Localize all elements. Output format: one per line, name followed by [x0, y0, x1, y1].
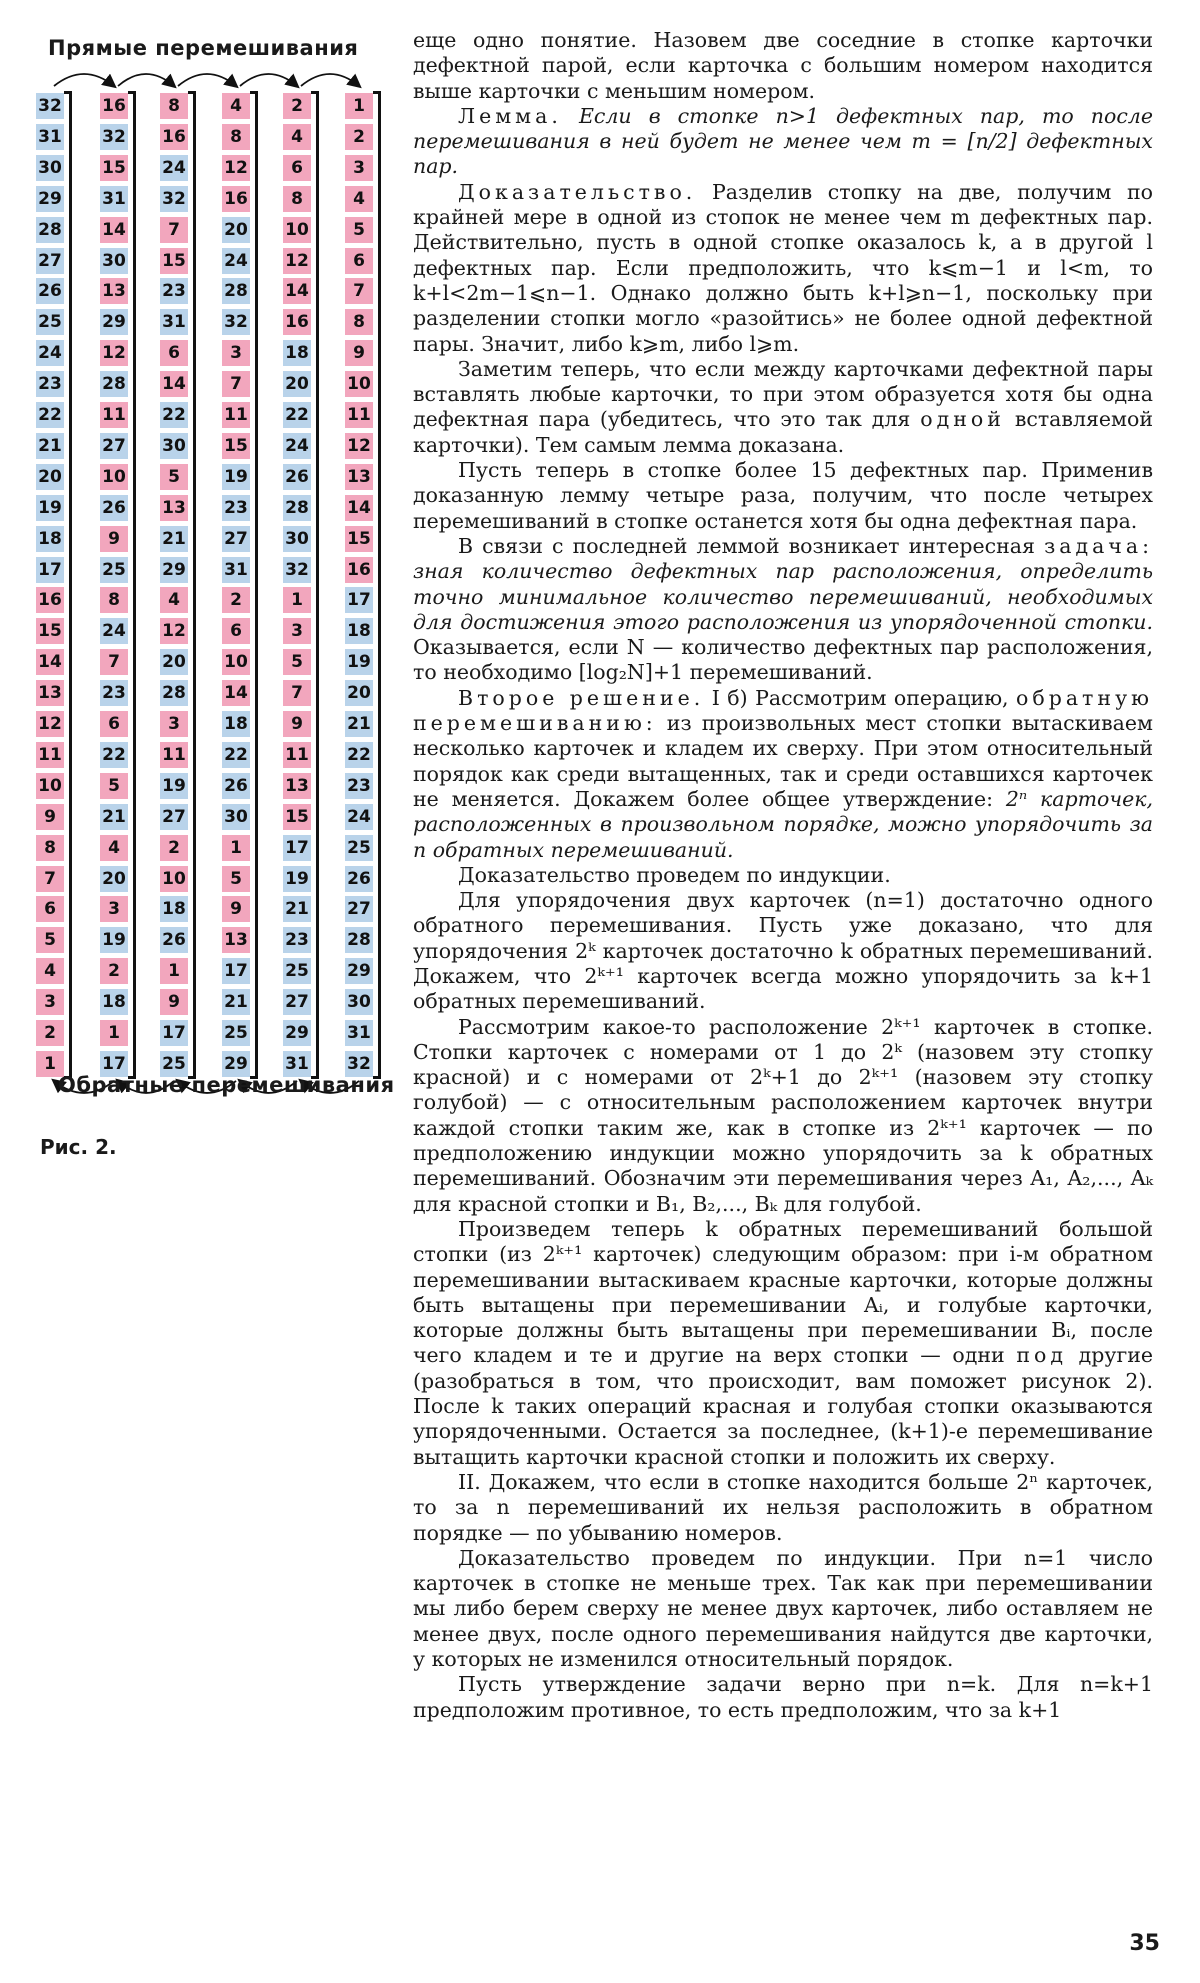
card: 25	[283, 958, 311, 984]
column-bracket	[250, 91, 258, 1079]
card: 23	[36, 371, 64, 397]
card: 21	[160, 526, 188, 552]
card: 21	[283, 896, 311, 922]
card: 4	[345, 186, 373, 212]
card: 10	[100, 464, 128, 490]
card: 23	[345, 773, 373, 799]
card: 32	[160, 186, 188, 212]
paragraph-intro: еще одно понятие. Назовем две соседние в стопке карточки дефектной парой, если карточка с большим номером находится выше карточки с меньшим номером.	[413, 28, 1153, 103]
card: 21	[100, 804, 128, 830]
card: 19	[345, 649, 373, 675]
card: 2	[283, 93, 311, 119]
card: 1	[160, 958, 188, 984]
card: 13	[283, 773, 311, 799]
card: 29	[283, 1020, 311, 1046]
card: 32	[283, 557, 311, 583]
card: 29	[160, 557, 188, 583]
card: 10	[345, 371, 373, 397]
card: 19	[222, 464, 250, 490]
card: 21	[345, 711, 373, 737]
card: 30	[36, 155, 64, 181]
card: 23	[283, 927, 311, 953]
paragraph-induction: Доказательство проведем по индукции.	[458, 862, 891, 887]
card: 5	[222, 866, 250, 892]
card: 8	[283, 186, 311, 212]
article-text	[413, 28, 1153, 1723]
card: 24	[36, 340, 64, 366]
card: 1	[283, 587, 311, 613]
card: 3	[160, 711, 188, 737]
card: 12	[283, 248, 311, 274]
card: 14	[100, 217, 128, 243]
card: 32	[345, 1051, 373, 1077]
card: 18	[345, 618, 373, 644]
card: 19	[160, 773, 188, 799]
card: 16	[36, 587, 64, 613]
card: 24	[222, 248, 250, 274]
card: 11	[100, 402, 128, 428]
card: 2	[222, 587, 250, 613]
card: 30	[345, 989, 373, 1015]
card: 6	[100, 711, 128, 737]
card: 30	[222, 804, 250, 830]
card: 10	[222, 649, 250, 675]
card: 3	[283, 618, 311, 644]
card: 32	[222, 309, 250, 335]
card: 26	[283, 464, 311, 490]
card: 4	[222, 93, 250, 119]
card: 9	[222, 896, 250, 922]
column-bracket	[64, 91, 72, 1079]
figure-title-bottom: Обратные перемешивания	[58, 1073, 395, 1097]
column-bracket	[128, 91, 136, 1079]
card: 2	[345, 124, 373, 150]
column-bracket	[311, 91, 319, 1079]
card: 12	[160, 618, 188, 644]
card: 18	[36, 526, 64, 552]
card: 5	[36, 927, 64, 953]
card: 16	[160, 124, 188, 150]
card: 1	[345, 93, 373, 119]
card: 5	[345, 217, 373, 243]
forward-shuffle-arrow	[178, 74, 236, 86]
card: 1	[100, 1020, 128, 1046]
card: 24	[100, 618, 128, 644]
paragraph-red-blue: Рассмотрим какое-то расположение 2ᵏ⁺¹ карточек в стопке. Стопки карточек с номерами от 1 до 2ᵏ (назовем эту стопку красной) и с номерами от 2ᵏ+1 до 2ᵏ⁺¹ (назовем эту стопку голубой) — с относительным расположением карточек внутри каждой стопки таким же, как в стопке из 2ᵏ⁺¹ карточек — по предположению индукции можно упорядочить за k обратных перемешиваний. Обозначим эти перемешивания через A₁, A₂,..., Aₖ для красной стопки и B₁, B₂,..., Bₖ для голубой.	[413, 1014, 1153, 1216]
card: 29	[222, 1051, 250, 1077]
card: 31	[100, 186, 128, 212]
card: 28	[222, 278, 250, 304]
card: 16	[100, 93, 128, 119]
card: 32	[36, 93, 64, 119]
card: 12	[36, 711, 64, 737]
card: 15	[36, 618, 64, 644]
card: 6	[345, 248, 373, 274]
card: 8	[100, 587, 128, 613]
card: 4	[36, 958, 64, 984]
card: 14	[36, 649, 64, 675]
card: 17	[345, 587, 373, 613]
card: 25	[160, 1051, 188, 1077]
card: 30	[160, 433, 188, 459]
card: 15	[222, 433, 250, 459]
card: 4	[160, 587, 188, 613]
card: 10	[283, 217, 311, 243]
card: 18	[222, 711, 250, 737]
card: 24	[160, 155, 188, 181]
paragraph-part-two: II. Докажем, что если в стопке находится больше 2ⁿ карточек, то за n перемешиваний их нельзя расположить в обратном порядке — по убыванию номеров.	[413, 1469, 1153, 1545]
card: 9	[36, 804, 64, 830]
card: 31	[345, 1020, 373, 1046]
card: 17	[222, 958, 250, 984]
card: 17	[160, 1020, 188, 1046]
card: 6	[283, 155, 311, 181]
card: 24	[345, 804, 373, 830]
figure-caption: Рис. 2.	[40, 1135, 117, 1159]
card: 26	[222, 773, 250, 799]
card: 31	[36, 124, 64, 150]
card: 26	[100, 495, 128, 521]
card: 13	[345, 464, 373, 490]
card: 19	[100, 927, 128, 953]
card: 27	[283, 989, 311, 1015]
card: 15	[160, 248, 188, 274]
card: 14	[283, 278, 311, 304]
card: 2	[100, 958, 128, 984]
card: 11	[222, 402, 250, 428]
card: 23	[100, 680, 128, 706]
card: 14	[345, 495, 373, 521]
card: 22	[345, 742, 373, 768]
card: 22	[283, 402, 311, 428]
card: 11	[36, 742, 64, 768]
shuffle-figure	[0, 0, 400, 1983]
paragraph-proof: Доказательство. Разделив стопку на две, получим по крайней мере в одной из стопок не менее чем m дефектных пар. Действительно, пусть в одной стопке оказалось k, а в другой l дефектных пар. Если предположить, что k⩽m−1 и l<m, то k+l<2m−1⩽n−1. Однако должно быть k+l⩾n−1, поскольку при разделении стопки могло «разойтись» не более одной дефектной пары. Значит, либо k⩾m, либо l⩾m.	[413, 179, 1153, 356]
forward-shuffle-arrow	[240, 74, 297, 86]
card: 25	[100, 557, 128, 583]
card: 21	[222, 989, 250, 1015]
card: 4	[283, 124, 311, 150]
card: 32	[100, 124, 128, 150]
card: 12	[100, 340, 128, 366]
card: 28	[36, 217, 64, 243]
card: 4	[100, 835, 128, 861]
card: 2	[160, 835, 188, 861]
card: 27	[222, 526, 250, 552]
card: 19	[36, 495, 64, 521]
card: 21	[36, 433, 64, 459]
card: 3	[100, 896, 128, 922]
card: 6	[36, 896, 64, 922]
card: 5	[100, 773, 128, 799]
card: 28	[100, 371, 128, 397]
card: 11	[283, 742, 311, 768]
card: 9	[100, 526, 128, 552]
card: 6	[160, 340, 188, 366]
card: 31	[160, 309, 188, 335]
card: 13	[160, 495, 188, 521]
card: 24	[283, 433, 311, 459]
card: 14	[160, 371, 188, 397]
card: 28	[283, 495, 311, 521]
card: 28	[160, 680, 188, 706]
card: 18	[283, 340, 311, 366]
paragraph-lemma: Лемма. Если в стопке n>1 дефектных пар, то после перемешивания в ней будет не менее чем m = [n/2] дефектных пар.	[413, 103, 1153, 179]
card: 7	[283, 680, 311, 706]
paragraph-second-solution: Второе решение. I б) Рассмотрим операцию, обратную перемешиванию: из произвольных мест стопки вытаскиваем несколько карточек и кладем их сверху. При этом относительный порядок как среди вытащенных, так и среди оставшихся карточек не меняется. Докажем более общее утверждение: 2ⁿ карточек, расположенных в произвольном порядке, можно упорядочить за n обратных перемешиваний.	[413, 685, 1153, 862]
card: 8	[345, 309, 373, 335]
card: 20	[36, 464, 64, 490]
card: 10	[160, 866, 188, 892]
paragraph-base: Для упорядочения двух карточек (n=1) достаточно одного обратного перемешивания. Пусть уже доказано, что для упорядочения 2ᵏ карточек достаточно k обратных перемешиваний. Докажем, что 2ᵏ⁺¹ карточек всегда можно упорядочить за k+1 обратных перемешиваний.	[413, 888, 1153, 1014]
card: 25	[36, 309, 64, 335]
card: 7	[100, 649, 128, 675]
card: 7	[160, 217, 188, 243]
card: 22	[100, 742, 128, 768]
card: 3	[222, 340, 250, 366]
card: 13	[36, 680, 64, 706]
card: 26	[36, 278, 64, 304]
card: 18	[100, 989, 128, 1015]
card: 17	[100, 1051, 128, 1077]
card: 13	[100, 278, 128, 304]
card: 26	[345, 866, 373, 892]
card: 8	[222, 124, 250, 150]
card: 11	[160, 742, 188, 768]
card: 8	[160, 93, 188, 119]
card: 23	[222, 495, 250, 521]
card: 27	[100, 433, 128, 459]
card: 28	[345, 927, 373, 953]
card: 8	[36, 835, 64, 861]
figure-title-top: Прямые перемешивания	[48, 36, 359, 60]
card: 20	[283, 371, 311, 397]
paragraph-fifteen: Пусть теперь в стопке более 15 дефектных пар. Применив доказанную лемму четыре раза, получим, что после четырех перемешиваний в стопке останется хотя бы одна дефектная пара.	[413, 458, 1153, 533]
card: 6	[222, 618, 250, 644]
card: 20	[345, 680, 373, 706]
card: 20	[222, 217, 250, 243]
card: 9	[283, 711, 311, 737]
card: 31	[283, 1051, 311, 1077]
card: 7	[345, 278, 373, 304]
column-bracket	[188, 91, 196, 1079]
forward-shuffle-arrow	[301, 74, 359, 86]
card: 16	[345, 557, 373, 583]
paragraph-note: Заметим теперь, что если между карточками дефектной пары вставлять любые карточки, то при этом образуется хотя бы одна дефектная пара (убедитесь, что это так для одной вставляемой карточки). Тем самым лемма доказана.	[413, 356, 1153, 457]
card: 7	[36, 866, 64, 892]
card: 20	[100, 866, 128, 892]
card: 27	[345, 896, 373, 922]
card: 17	[283, 835, 311, 861]
card: 29	[36, 186, 64, 212]
card: 16	[222, 186, 250, 212]
card: 3	[36, 989, 64, 1015]
card: 29	[345, 958, 373, 984]
card: 29	[100, 309, 128, 335]
card: 25	[222, 1020, 250, 1046]
paragraph-step: Пусть утверждение задачи верно при n=k. Для n=k+1 предположим противное, то есть предположим, что за k+1	[413, 1672, 1153, 1722]
card: 9	[160, 989, 188, 1015]
card: 11	[345, 402, 373, 428]
card: 14	[222, 680, 250, 706]
card: 18	[160, 896, 188, 922]
card: 27	[36, 248, 64, 274]
card: 13	[222, 927, 250, 953]
forward-shuffle-arrow	[54, 74, 114, 86]
card: 7	[222, 371, 250, 397]
card: 10	[36, 773, 64, 799]
card: 20	[160, 649, 188, 675]
card: 15	[100, 155, 128, 181]
card: 2	[36, 1020, 64, 1046]
card: 22	[222, 742, 250, 768]
card: 27	[160, 804, 188, 830]
card: 17	[36, 557, 64, 583]
card: 12	[345, 433, 373, 459]
paragraph-part-two-proof: Доказательство проведем по индукции. При n=1 число карточек в стопке не меньше трех. Так как при перемешивании мы либо берем сверху не менее двух карточек, либо оставляем не менее двух, после одного перемешивания найдутся две карточки, у которых не изменился относительный порядок.	[413, 1545, 1153, 1671]
card: 15	[345, 526, 373, 552]
card: 15	[283, 804, 311, 830]
card: 25	[345, 835, 373, 861]
card: 1	[222, 835, 250, 861]
card: 9	[345, 340, 373, 366]
column-bracket	[373, 91, 381, 1079]
card: 5	[283, 649, 311, 675]
card: 30	[100, 248, 128, 274]
card: 16	[283, 309, 311, 335]
card: 5	[160, 464, 188, 490]
paragraph-shuffles: Произведем теперь k обратных перемешиваний большой стопки (из 2ᵏ⁺¹ карточек) следующим образом: при i-м обратном перемешивании вытаскиваем красные карточки, которые должны быть вытащены при перемешивании Aᵢ, и голубые карточки, которые должны быть вытащены при перемешивании Bᵢ, после чего кладем и те и другие на верх стопки — одни под другие (разобраться в том, что происходит, вам поможет рисунок 2). После k таких операций красная и голубая стопки оказываются упорядоченными. Остается за последнее, (k+1)-е перемешивание вытащить карточки красной стопки и положить их сверху.	[413, 1216, 1153, 1469]
card: 3	[345, 155, 373, 181]
card: 26	[160, 927, 188, 953]
paragraph-problem: В связи с последней леммой возникает интересная задача: зная количество дефектных пар расположения, определить точно минимальное количество перемешиваний, необходимых для достижения этого расположения из упорядоченной стопки. Оказывается, если N — количество дефектных пар расположения, то необходимо [log₂N]+1 перемешиваний.	[413, 533, 1153, 685]
card: 1	[36, 1051, 64, 1077]
card: 12	[222, 155, 250, 181]
forward-shuffle-arrow	[118, 74, 174, 86]
card: 23	[160, 278, 188, 304]
card: 30	[283, 526, 311, 552]
page-number: 35	[1129, 1931, 1160, 1956]
card: 22	[36, 402, 64, 428]
card: 31	[222, 557, 250, 583]
card: 19	[283, 866, 311, 892]
card: 22	[160, 402, 188, 428]
